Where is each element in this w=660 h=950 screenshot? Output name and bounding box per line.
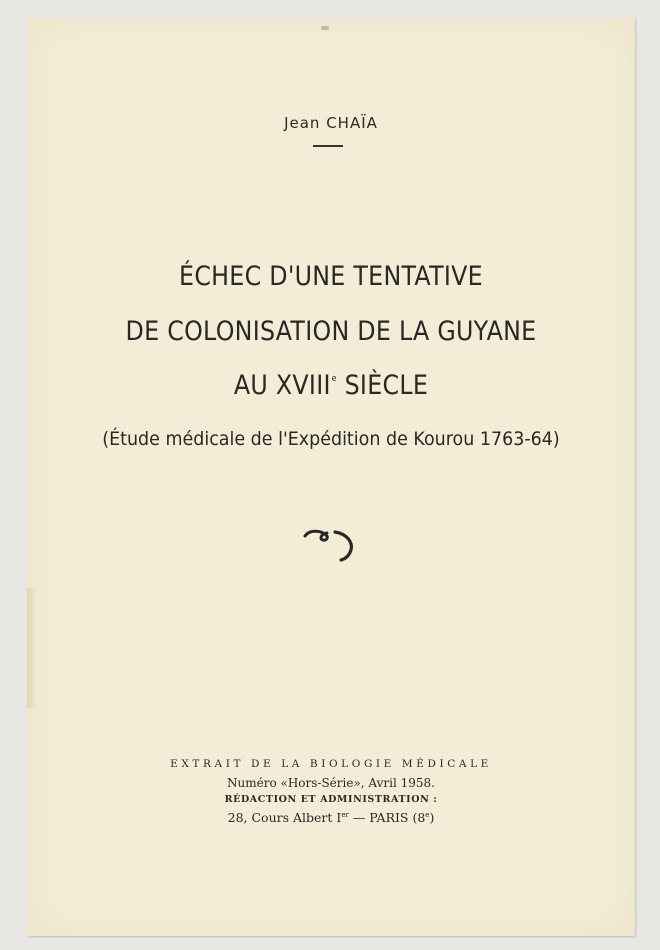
imprint-address [27, 810, 635, 825]
title-line-2: DE COLONISATION DE LA GUYANE [125, 316, 537, 347]
imprint-source: EXTRAIT DE LA BIOLOGIE MÉDICALE [170, 758, 492, 770]
ornament-icon [299, 524, 359, 564]
title-line-3 [63, 370, 598, 401]
author-divider [313, 145, 343, 147]
document-page [27, 18, 635, 936]
title-line-3-main: AU XVIII [233, 370, 331, 401]
imprint-editorial: RÉDACTION ET ADMINISTRATION : [224, 794, 438, 805]
address-part-2: — PARIS (8 [348, 810, 426, 825]
address-part-1: 28, Cours Albert I [227, 810, 342, 825]
subtitle: (Étude médicale de l'Expédition de Kourou 1763-64) [102, 428, 560, 450]
imprint-issue: Numéro «Hors-Série», Avril 1958. [227, 776, 435, 790]
paper-speck [321, 26, 329, 30]
address-superscript-1: er [341, 811, 349, 819]
title-line-3-end: SIÈCLE [336, 370, 429, 401]
author-name: Jean CHAÏA [284, 114, 378, 132]
title-line-1: ÉCHEC D'UNE TENTATIVE [179, 261, 483, 292]
title-superscript: e [331, 374, 337, 384]
address-part-3: ) [429, 810, 435, 825]
address-superscript-2: e [425, 811, 430, 819]
